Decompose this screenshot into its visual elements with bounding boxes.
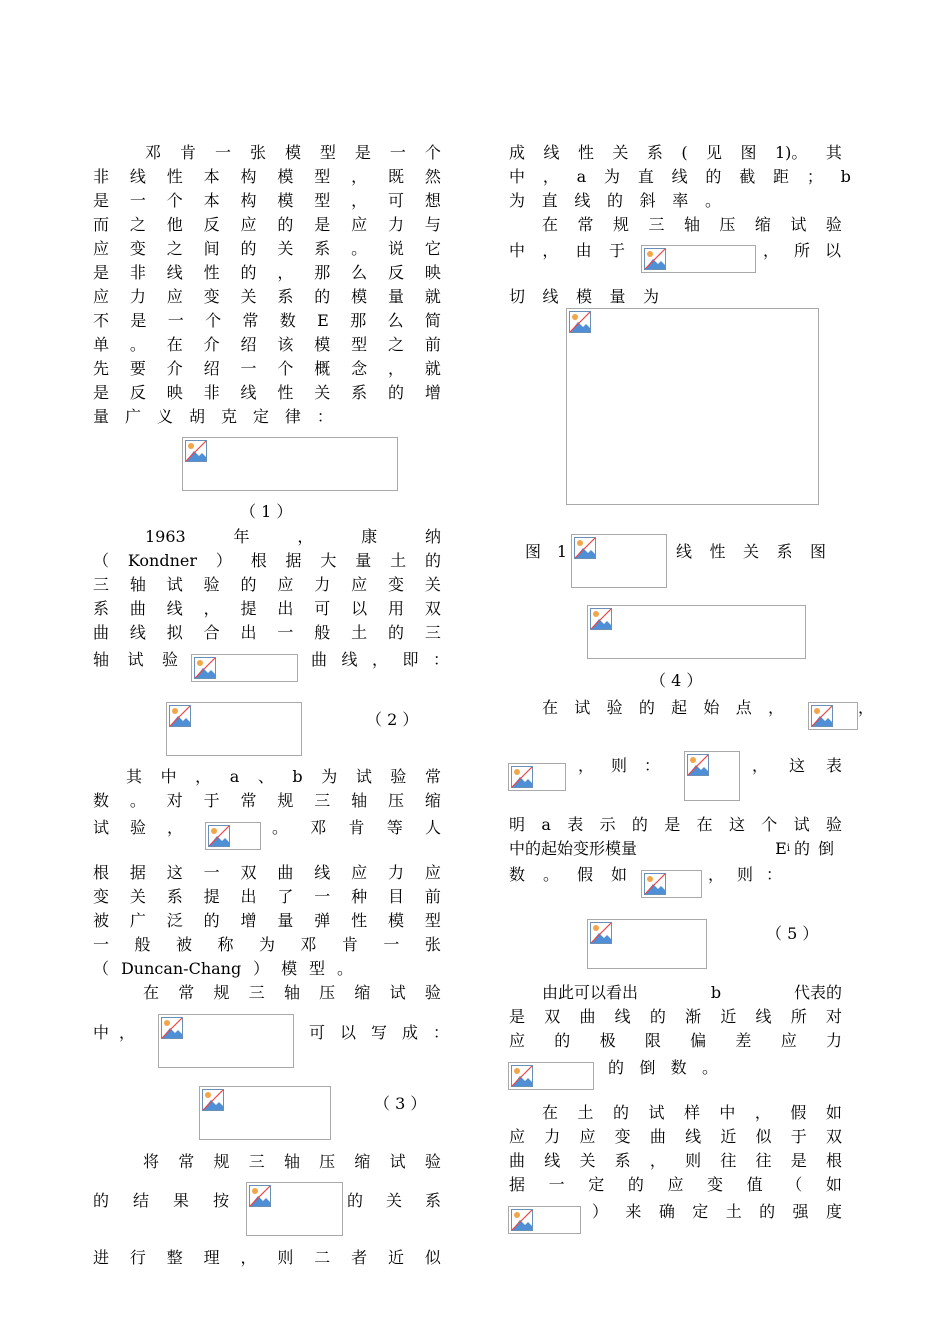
inline-formula-image: [508, 763, 566, 791]
text-line: 被 广 泛 的 增 量 弹 性 模 型: [93, 911, 441, 930]
text-line: 中 ，: [93, 1023, 135, 1042]
equation-number: （ 3 ）: [374, 1094, 427, 1113]
figure-caption: 线 性 关 系 图: [676, 542, 826, 561]
text-line: ， 所 以: [763, 241, 841, 260]
equation-1-image: [182, 437, 398, 491]
text-line: 数 。 假 如: [509, 865, 627, 884]
subscript: i: [786, 843, 790, 854]
text-line: 一 般 被 称 为 邓 肯 一 张: [93, 935, 441, 954]
text-line: 先 要 介 绍 一 个 概 念 ， 就: [93, 359, 441, 378]
text-line: 应 力 应 变 曲 线 近 似 于 双: [509, 1127, 842, 1146]
broken-image-icon: [511, 766, 533, 788]
text-line: 轴 试 验: [93, 650, 178, 669]
broken-image-icon: [185, 440, 207, 462]
text-line: 系 曲 线 ， 提 出 可 以 用 双: [93, 599, 441, 618]
equation-number: （ 4 ）: [650, 671, 703, 690]
figure-1-image: [571, 534, 667, 588]
text-line: 是 一 个 本 构 模 型 ， 可 想: [93, 191, 441, 210]
broken-image-icon: [644, 873, 666, 895]
equation-number: （ 5 ）: [766, 924, 819, 943]
broken-image-icon: [569, 311, 591, 333]
broken-image-icon: [511, 1209, 533, 1231]
text-line: 应 力 应 变 关 系 的 模 量 就: [93, 287, 441, 306]
text-line: 试 验 ，: [93, 818, 183, 837]
text-line: 是 非 线 性 的 ， 那 么 反 映: [93, 263, 441, 282]
text-line: 三 轴 试 验 的 应 力 应 变 关: [93, 575, 441, 594]
text-line: 中 ， 由 于: [509, 241, 625, 260]
broken-image-icon: [687, 754, 709, 776]
broken-image-icon: [208, 825, 230, 847]
text-line: 的 结 果 按: [93, 1191, 229, 1210]
inline-formula-image: [808, 702, 858, 730]
text-line: 明 a 表 示 的 是 在 这 个 试 验: [509, 815, 842, 834]
text-line: 中 ， a 为 直 线 的 截 距 ； b: [509, 167, 851, 186]
text-line: 曲 线 ， 即 ：: [311, 650, 449, 669]
broken-image-icon: [590, 922, 612, 944]
text-line: 的 倒 数 。: [608, 1058, 718, 1077]
text-fragment: 的倒: [793, 839, 842, 858]
text-line: 单 。 在 介 绍 该 模 型 之 前: [93, 335, 441, 354]
text-line: 成 线 性 关 系 ( 见 图 1)。 其: [509, 143, 842, 162]
text-line: 在 土 的 试 样 中 ， 假 如: [542, 1103, 842, 1122]
equation-5-image: [587, 919, 707, 969]
broken-image-icon: [202, 1089, 224, 1111]
inline-formula-image: [205, 822, 261, 850]
text-line: 可 以 写 成 ：: [309, 1023, 449, 1042]
text-line: 在 试 验 的 起 始 点 ，: [542, 698, 784, 717]
text-line: 1963 年 ， 康 纳: [145, 527, 441, 546]
broken-image-icon: [811, 705, 833, 727]
text-line: 据 一 定 的 应 变 值 （ 如: [509, 1175, 842, 1194]
text-line: 邓 肯 一 张 模 型 是 一 个: [145, 143, 441, 162]
text-line: [509, 838, 842, 860]
text-line: ，: [858, 698, 875, 717]
inline-formula-image: [641, 870, 702, 898]
text-line: 进 行 整 理 ， 则 二 者 近 似: [93, 1248, 441, 1267]
text-line: ， 则 ：: [578, 756, 660, 775]
text-line: 是 反 映 非 线 性 关 系 的 增: [93, 383, 441, 402]
text-line: 而 之 他 反 应 的 是 应 力 与: [93, 215, 441, 234]
inline-formula-image: [246, 1182, 343, 1236]
inline-formula-image: [641, 245, 756, 273]
text-line: 由此可以看出 b 代表的: [542, 983, 842, 1002]
broken-image-icon: [169, 705, 191, 727]
broken-image-icon: [574, 537, 596, 559]
inline-formula-image: [684, 751, 740, 801]
text-line: 不 是 一 个 常 数 E 那 么 简: [93, 311, 441, 330]
inline-formula-image: [191, 654, 298, 682]
text-line: 数 。 对 于 常 规 三 轴 压 缩: [93, 791, 441, 810]
equation-2-image: [166, 702, 302, 756]
text-line: （ Kondner ） 根 据 大 量 土 的: [93, 551, 441, 570]
broken-image-icon: [511, 1065, 533, 1087]
text-line: 应 的 极 限 偏 差 应 力: [509, 1031, 842, 1050]
text-line: ） 来 确 定 土 的 强 度: [592, 1202, 842, 1221]
broken-image-icon: [194, 657, 216, 679]
text-line: 为 直 线 的 斜 率 。: [509, 191, 721, 210]
text-line: ， 则 ：: [708, 865, 782, 884]
text-line: 切 线 模 量 为: [509, 287, 659, 306]
inline-formula-image: [508, 1206, 581, 1234]
equation-number: （ 2 ）: [366, 710, 419, 729]
text-fragment: 中的起始变形模量 E: [509, 839, 787, 858]
text-line: 是 双 曲 线 的 渐 近 线 所 对: [509, 1007, 842, 1026]
broken-image-icon: [161, 1017, 183, 1039]
inline-formula-image: [158, 1014, 294, 1068]
text-line: 将 常 规 三 轴 压 缩 试 验: [143, 1152, 441, 1171]
text-line: 应 变 之 间 的 关 系 。 说 它: [93, 239, 441, 258]
broken-image-icon: [644, 248, 666, 270]
figure-caption: 图 1: [525, 542, 567, 561]
inline-formula-image: [508, 1062, 594, 1090]
text-line: ， 这 表: [752, 756, 842, 775]
text-line: 。 邓 肯 等 人: [272, 818, 441, 837]
text-line: 的 关 系: [347, 1191, 441, 1210]
tangent-modulus-formula-image: [566, 308, 819, 505]
broken-image-icon: [249, 1185, 271, 1207]
text-line: 非 线 性 本 构 模 型 ， 既 然: [93, 167, 441, 186]
text-line: 其 中 ， a 、 b 为 试 验 常: [126, 767, 441, 786]
text-line: 曲 线 关 系 ， 则 往 往 是 根: [509, 1151, 842, 1170]
text-line: 变 关 系 提 出 了 一 种 目 前: [93, 887, 441, 906]
equation-3-image: [199, 1086, 331, 1140]
broken-image-icon: [590, 608, 612, 630]
text-line: 量 广 义 胡 克 定 律 ：: [93, 407, 333, 426]
text-line: 在 常 规 三 轴 压 缩 试 验: [542, 215, 842, 234]
text-line: 曲 线 拟 合 出 一 般 土 的 三: [93, 623, 441, 642]
text-line: （ Duncan-Chang ） 模 型 。: [93, 959, 353, 978]
equation-4-image: [587, 605, 806, 659]
equation-number: （ 1 ）: [240, 502, 293, 521]
text-line: 根 据 这 一 双 曲 线 应 力 应: [93, 863, 441, 882]
text-line: 在 常 规 三 轴 压 缩 试 验: [143, 983, 441, 1002]
